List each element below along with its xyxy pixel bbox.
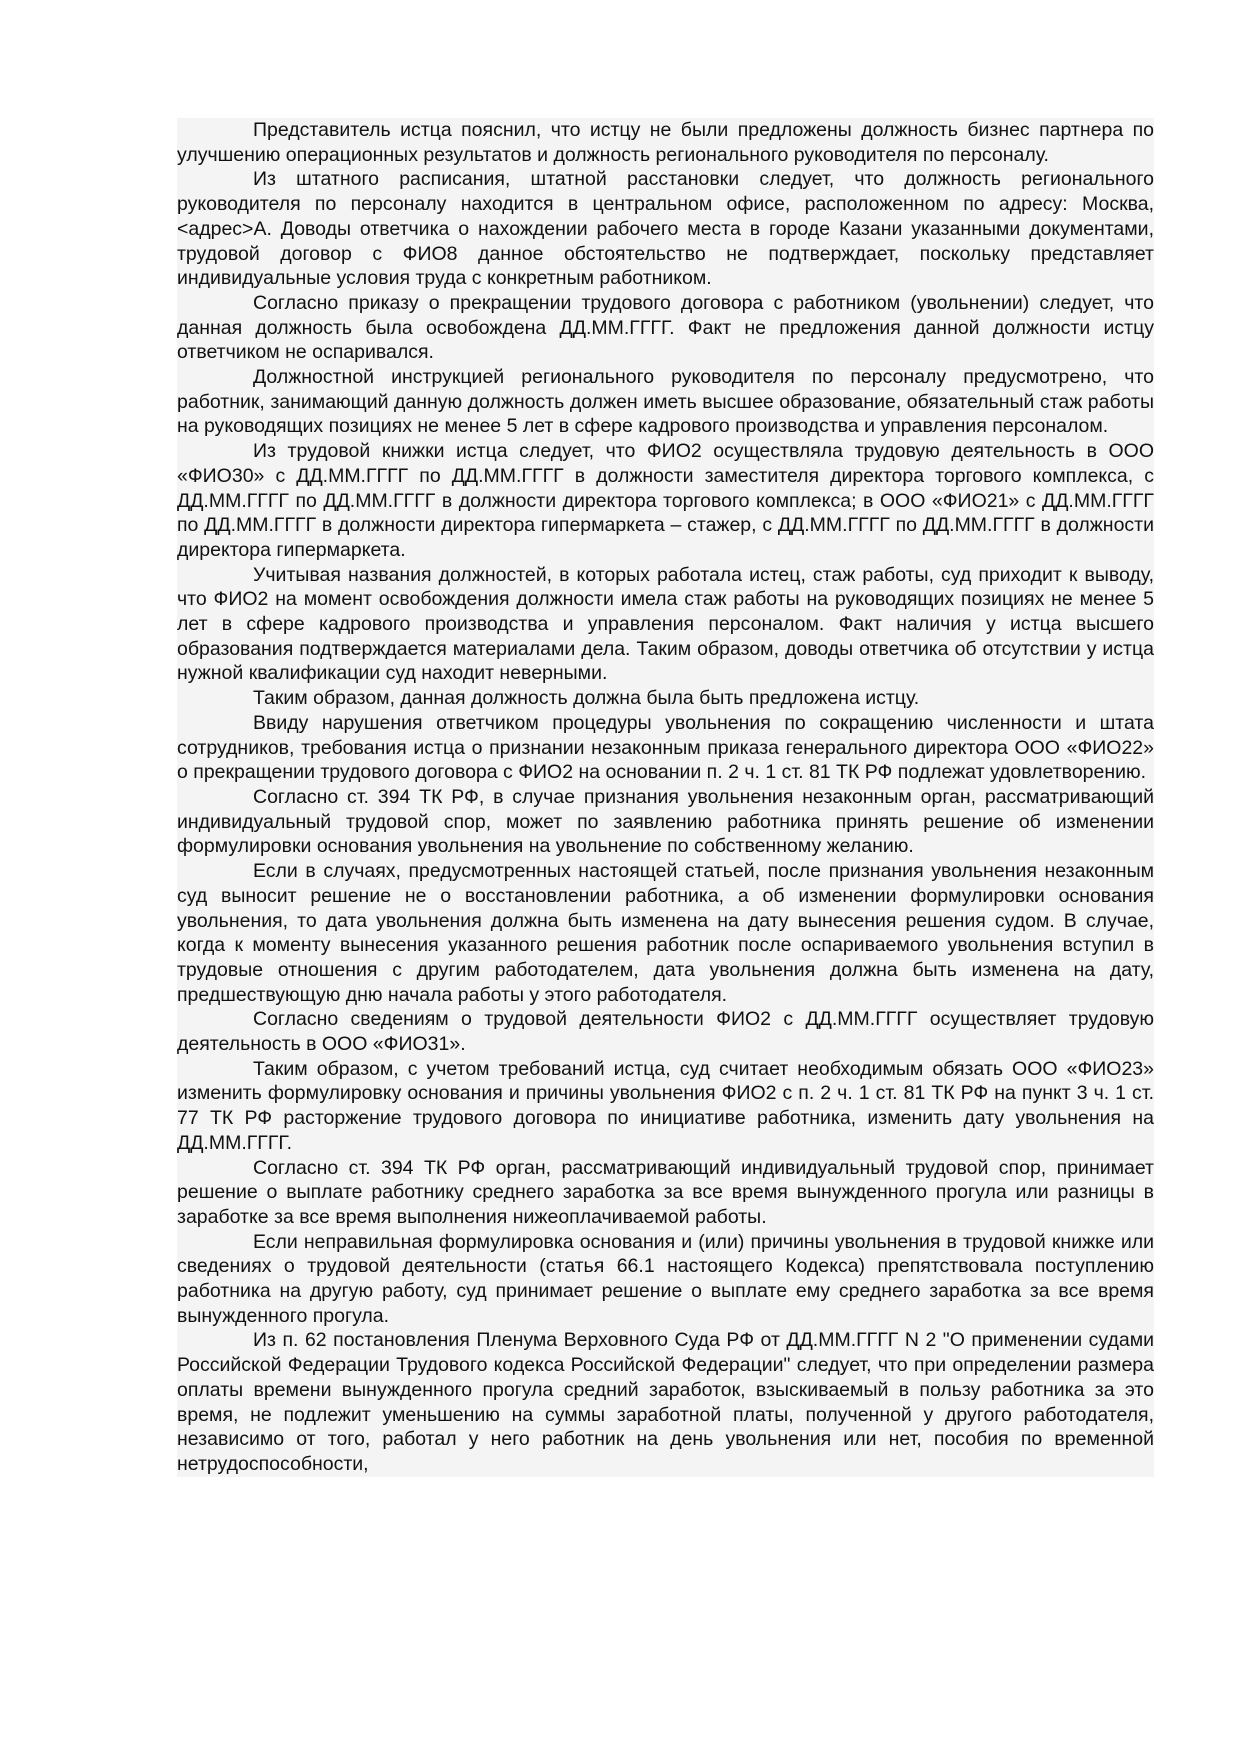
paragraph-dismissal-date-change: Если в случаях, предусмотренных настоящей статьей, после признания увольнения незаконным суд выносит решение не о восстановлении работника, а об изменении формулировки основания увольнения, то дата увольнения должна быть изменена на дату вынесения решения судом. В случае, когда к моменту вынесения указанного решения работник после оспариваемого увольнения вступил в трудовые отношения с другим работодателем, дата увольнения должна быть изменена на дату, предшествующую дню начала работы у этого работодателя. (177, 860, 1154, 1006)
paragraph-court-conclusion-qualification: Учитывая названия должностей, в которых работала истец, стаж работы, суд приходит к выводу, что ФИО2 на момент освобождения должности имела стаж работы на руководящих позициях не менее 5 лет в сфере кадрового производства и управления персоналом. Факт наличия у истца высшего образования подтверждается материалами дела. Таким образом, доводы ответчика об отсутствии у истца нужной квалификации суд находит неверными. (177, 563, 1154, 685)
paragraph-incorrect-wording: Если неправильная формулировка основания и (или) причины увольнения в трудовой книжке или сведениях о трудовой деятельности (статья 66.1 настоящего Кодекса) препятствовала поступлению работника на другую работу, суд принимает решение о выплате ему среднего заработка за все время вынужденного прогула. (177, 1230, 1154, 1327)
paragraph-job-instruction: Должностной инструкцией регионального руководителя по персоналу предусмотрено, что работник, занимающий данную должность должен иметь высшее образование, обязательный стаж работы на руководящих позициях не менее 5 лет в сфере кадрового производства и управления персоналом. (177, 366, 1154, 438)
paragraph-representative-explanation: Представитель истца пояснил, что истцу не были предложены должность бизнес партнера по улучшению операционных результатов и должность регионального руководителя по персоналу. (177, 119, 1154, 166)
paragraph-average-earnings: Согласно ст. 394 ТК РФ орган, рассматривающий индивидуальный трудовой спор, принимает решение о выплате работнику среднего заработка за все время вынужденного прогула или разницы в заработке за все время выполнения нижеоплачиваемой работы. (177, 1156, 1154, 1228)
paragraph-termination-order: Согласно приказу о прекращении трудового договора с работником (увольнении) следует, что данная должность была освобождена ДД.ММ.ГГГГ. Факт не предложения данной должности истцу ответчиком не оспаривался. (177, 291, 1154, 364)
paragraph-obligation-to-change: Таким образом, с учетом требований истца, суд считает необходимым обязать ООО «ФИО23» изменить формулировку основания и причины увольнения ФИО2 с п. 2 ч. 1 ст. 81 ТК РФ на пункт 3 ч. 1 ст. 77 ТК РФ расторжение трудового договора по инициативе работника, изменить дату увольнения на ДД.ММ.ГГГГ. (177, 1057, 1154, 1154)
paragraph-work-record-book: Из трудовой книжки истца следует, что ФИО2 осуществляла трудовую деятельность в ООО «ФИО30» с ДД.ММ.ГГГГ по ДД.ММ.ГГГГ в должности заместителя директора торгового комплекса, с ДД.ММ.ГГГГ по ДД.ММ.ГГГГ в должности директора торгового комплекса; в ООО «ФИО21» с ДД.ММ.ГГГГ по ДД.ММ.ГГГГ в должности директора гипермаркета – стажер, с ДД.ММ.ГГГГ по ДД.ММ.ГГГГ в должности директора гипермаркета. (177, 440, 1154, 561)
paragraph-article-394: Согласно ст. 394 ТК РФ, в случае признания увольнения незаконным орган, рассматривающий индивидуальный трудовой спор, может по заявлению работника принять решение об изменении формулировки основания увольнения на увольнение по собственному желанию. (177, 785, 1154, 858)
paragraph-labor-activity-info: Согласно сведениям о трудовой деятельности ФИО2 с ДД.ММ.ГГГГ осуществляет трудовую деятельность в ООО «ФИО31». (177, 1008, 1154, 1056)
paragraph-dismissal-violation: Ввиду нарушения ответчиком процедуры увольнения по сокращению численности и штата сотрудников, требования истца о признании незаконным приказа генерального директора ООО «ФИО22» о прекращении трудового договора с ФИО2 на основании п. 2 ч. 1 ст. 81 ТК РФ подлежат удовлетворению. (177, 711, 1154, 784)
paragraph-plenum-resolution: Из п. 62 постановления Пленума Верховного Суда РФ от ДД.ММ.ГГГГ N 2 "О применении судами Российской Федерации Трудового кодекса Российской Федерации" следует, что при определении размера оплаты времени вынужденного прогула средний заработок, взыскиваемый в пользу работника за это время, не подлежит уменьшению на суммы заработной платы, полученной у другого работодателя, независимо от того, работал у него работник на день увольнения или нет, пособия по временной нетрудоспособности, (177, 1329, 1154, 1475)
paragraph-staff-schedule: Из штатного расписания, штатной расстановки следует, что должность регионального руководителя по персоналу находится в центральном офисе, расположенном по адресу: Москва, <адрес>А. Доводы ответчика о нахождении рабочего места в городе Казани указанными документами, трудовой договор с ФИО8 данное обстоятельство не подтверждает, поскольку представляет индивидуальные условия труда с конкретным работником. (177, 168, 1154, 290)
document-page (177, 118, 1154, 1477)
paragraph-position-should-be-offered: Таким образом, данная должность должна была быть предложена истцу. (177, 686, 1154, 711)
